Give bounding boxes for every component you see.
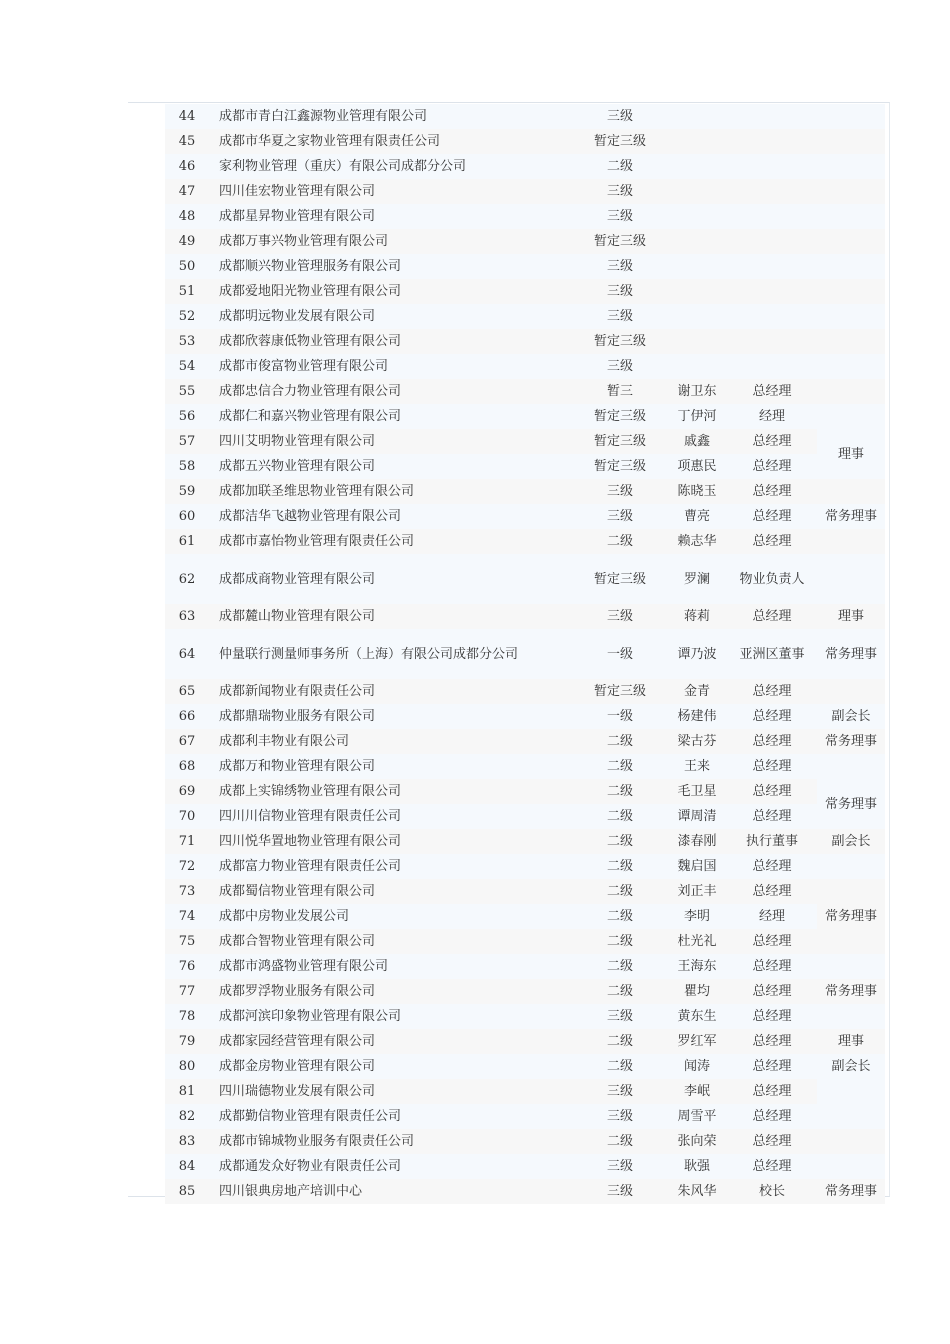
table-row <box>165 854 885 879</box>
table-row <box>165 879 885 904</box>
row-number: 69 <box>165 779 209 804</box>
row-number: 52 <box>165 304 209 329</box>
contact-person: 王海东 <box>667 954 727 979</box>
row-number: 51 <box>165 279 209 304</box>
association-position <box>817 229 885 254</box>
member-table-body <box>165 104 885 1204</box>
qualification-level: 暂三 <box>573 379 667 404</box>
row-number: 82 <box>165 1104 209 1129</box>
table-row <box>165 129 885 154</box>
contact-person: 毛卫星 <box>667 779 727 804</box>
job-title: 总经理 <box>727 1129 817 1154</box>
job-title: 总经理 <box>727 504 817 529</box>
company-name: 成都利丰物业有限公司 <box>209 729 573 754</box>
contact-person <box>667 229 727 254</box>
job-title: 总经理 <box>727 529 817 554</box>
association-position: 常务理事 <box>817 1179 885 1204</box>
company-name: 成都河滨印象物业管理有限公司 <box>209 1004 573 1029</box>
row-number: 66 <box>165 704 209 729</box>
row-number: 47 <box>165 179 209 204</box>
job-title: 总经理 <box>727 1079 817 1104</box>
company-name: 成都勤信物业管理有限责任公司 <box>209 1104 573 1129</box>
table-row <box>165 629 885 679</box>
table-row <box>165 904 885 929</box>
association-position: 常务理事 <box>817 629 885 679</box>
table-row <box>165 679 885 704</box>
qualification-level: 暂定三级 <box>573 129 667 154</box>
qualification-level: 二级 <box>573 879 667 904</box>
contact-person: 蒋莉 <box>667 604 727 629</box>
qualification-level: 三级 <box>573 504 667 529</box>
table-row <box>165 779 885 804</box>
row-number: 49 <box>165 229 209 254</box>
row-number: 68 <box>165 754 209 779</box>
table-row <box>165 104 885 129</box>
table-row <box>165 379 885 404</box>
row-number: 48 <box>165 204 209 229</box>
qualification-level: 二级 <box>573 1029 667 1054</box>
company-name: 成都洁华飞越物业管理有限公司 <box>209 504 573 529</box>
company-name: 成都加联圣维思物业管理有限公司 <box>209 479 573 504</box>
company-name: 成都五兴物业管理有限公司 <box>209 454 573 479</box>
qualification-level: 三级 <box>573 604 667 629</box>
qualification-level: 二级 <box>573 1129 667 1154</box>
row-number: 85 <box>165 1179 209 1204</box>
qualification-level: 三级 <box>573 1154 667 1179</box>
contact-person: 杜光礼 <box>667 929 727 954</box>
association-position: 理事 <box>817 604 885 629</box>
association-position <box>817 404 885 429</box>
qualification-level: 三级 <box>573 479 667 504</box>
association-position: 副会长 <box>817 704 885 729</box>
contact-person <box>667 129 727 154</box>
contact-person <box>667 254 727 279</box>
row-number: 79 <box>165 1029 209 1054</box>
job-title: 总经理 <box>727 854 817 879</box>
association-position <box>817 154 885 179</box>
table-row <box>165 504 885 529</box>
company-name: 成都家园经营管理有限公司 <box>209 1029 573 1054</box>
qualification-level: 暂定三级 <box>573 229 667 254</box>
table-row <box>165 404 885 429</box>
company-name: 成都合智物业管理有限公司 <box>209 929 573 954</box>
company-name: 成都仁和嘉兴物业管理有限公司 <box>209 404 573 429</box>
company-name: 成都金房物业管理有限公司 <box>209 1054 573 1079</box>
row-number: 81 <box>165 1079 209 1104</box>
row-number: 74 <box>165 904 209 929</box>
table-row <box>165 529 885 554</box>
row-number: 76 <box>165 954 209 979</box>
table-row <box>165 204 885 229</box>
table-row <box>165 754 885 779</box>
table-row <box>165 1104 885 1129</box>
contact-person: 丁伊河 <box>667 404 727 429</box>
job-title: 总经理 <box>727 704 817 729</box>
association-position <box>817 129 885 154</box>
contact-person <box>667 279 727 304</box>
contact-person: 曹亮 <box>667 504 727 529</box>
row-number: 56 <box>165 404 209 429</box>
contact-person <box>667 354 727 379</box>
association-position <box>817 104 885 129</box>
company-name: 成都市俊富物业管理有限公司 <box>209 354 573 379</box>
company-name: 四川艾明物业管理有限公司 <box>209 429 573 454</box>
association-position: 副会长 <box>817 1054 885 1079</box>
qualification-level: 二级 <box>573 154 667 179</box>
row-number: 78 <box>165 1004 209 1029</box>
table-row <box>165 729 885 754</box>
row-number: 84 <box>165 1154 209 1179</box>
row-number: 80 <box>165 1054 209 1079</box>
row-number: 75 <box>165 929 209 954</box>
table-row <box>165 304 885 329</box>
contact-person <box>667 154 727 179</box>
qualification-level: 二级 <box>573 979 667 1004</box>
job-title: 总经理 <box>727 1054 817 1079</box>
row-number: 57 <box>165 429 209 454</box>
association-position <box>817 279 885 304</box>
table-row <box>165 279 885 304</box>
qualification-level: 三级 <box>573 204 667 229</box>
job-title <box>727 104 817 129</box>
contact-person: 漆春刚 <box>667 829 727 854</box>
contact-person: 周雪平 <box>667 1104 727 1129</box>
association-position <box>817 254 885 279</box>
contact-person: 张向荣 <box>667 1129 727 1154</box>
table-row <box>165 229 885 254</box>
qualification-level: 三级 <box>573 179 667 204</box>
row-number: 73 <box>165 879 209 904</box>
contact-person: 耿强 <box>667 1154 727 1179</box>
qualification-level: 二级 <box>573 904 667 929</box>
qualification-level: 二级 <box>573 854 667 879</box>
association-position: 理事 <box>817 429 885 479</box>
row-number: 59 <box>165 479 209 504</box>
contact-person: 魏启国 <box>667 854 727 879</box>
qualification-level: 暂定三级 <box>573 454 667 479</box>
company-name: 四川悦华置地物业管理有限公司 <box>209 829 573 854</box>
qualification-level: 暂定三级 <box>573 404 667 429</box>
qualification-level: 三级 <box>573 1179 667 1204</box>
company-name: 成都市华夏之家物业管理有限责任公司 <box>209 129 573 154</box>
table-row <box>165 954 885 979</box>
qualification-level: 二级 <box>573 754 667 779</box>
association-position: 常务理事 <box>817 779 885 829</box>
table-row <box>165 479 885 504</box>
contact-person: 罗红军 <box>667 1029 727 1054</box>
job-title: 亚洲区董事 <box>727 629 817 679</box>
association-position <box>817 1129 885 1154</box>
qualification-level: 二级 <box>573 929 667 954</box>
company-name: 成都上实锦绣物业管理有限公司 <box>209 779 573 804</box>
job-title <box>727 129 817 154</box>
association-position <box>817 854 885 879</box>
row-number: 61 <box>165 529 209 554</box>
job-title: 物业负责人 <box>727 554 817 604</box>
qualification-level: 三级 <box>573 104 667 129</box>
row-number: 62 <box>165 554 209 604</box>
table-row <box>165 804 885 829</box>
table-row <box>165 1054 885 1079</box>
contact-person <box>667 204 727 229</box>
qualification-level: 二级 <box>573 529 667 554</box>
job-title <box>727 204 817 229</box>
job-title: 总经理 <box>727 879 817 904</box>
contact-person <box>667 179 727 204</box>
member-table <box>165 104 885 1204</box>
company-name: 成都富力物业管理有限责任公司 <box>209 854 573 879</box>
company-name: 家利物业管理（重庆）有限公司成都分公司 <box>209 154 573 179</box>
company-name: 仲量联行测量师事务所（上海）有限公司成都分公司 <box>209 629 573 679</box>
qualification-level: 三级 <box>573 254 667 279</box>
company-name: 成都罗浮物业服务有限公司 <box>209 979 573 1004</box>
job-title <box>727 304 817 329</box>
job-title: 执行董事 <box>727 829 817 854</box>
association-position <box>817 379 885 404</box>
company-name: 四川川信物业管理有限责任公司 <box>209 804 573 829</box>
contact-person: 李岷 <box>667 1079 727 1104</box>
job-title: 总经理 <box>727 479 817 504</box>
table-row <box>165 454 885 479</box>
qualification-level: 暂定三级 <box>573 429 667 454</box>
job-title: 总经理 <box>727 954 817 979</box>
company-name: 成都市青白江鑫源物业管理有限公司 <box>209 104 573 129</box>
qualification-level: 二级 <box>573 829 667 854</box>
table-row <box>165 1179 885 1204</box>
contact-person: 罗澜 <box>667 554 727 604</box>
company-name: 成都蜀信物业管理有限公司 <box>209 879 573 904</box>
job-title: 经理 <box>727 904 817 929</box>
row-number: 54 <box>165 354 209 379</box>
job-title: 总经理 <box>727 979 817 1004</box>
association-position <box>817 754 885 779</box>
row-number: 63 <box>165 604 209 629</box>
job-title <box>727 179 817 204</box>
job-title: 总经理 <box>727 1029 817 1054</box>
job-title: 总经理 <box>727 679 817 704</box>
qualification-level: 暂定三级 <box>573 554 667 604</box>
contact-person: 黄东生 <box>667 1004 727 1029</box>
job-title: 总经理 <box>727 379 817 404</box>
table-row <box>165 929 885 954</box>
association-position: 常务理事 <box>817 729 885 754</box>
table-row <box>165 154 885 179</box>
qualification-level: 二级 <box>573 1054 667 1079</box>
company-name: 成都市锦城物业服务有限责任公司 <box>209 1129 573 1154</box>
job-title: 总经理 <box>727 754 817 779</box>
company-name: 成都中房物业发展公司 <box>209 904 573 929</box>
contact-person: 陈晓玉 <box>667 479 727 504</box>
company-name: 成都新闻物业有限责任公司 <box>209 679 573 704</box>
table-row <box>165 1079 885 1104</box>
association-position <box>817 329 885 354</box>
row-number: 72 <box>165 854 209 879</box>
contact-person <box>667 329 727 354</box>
contact-person: 戚鑫 <box>667 429 727 454</box>
qualification-level: 暂定三级 <box>573 329 667 354</box>
row-number: 67 <box>165 729 209 754</box>
table-row <box>165 254 885 279</box>
row-number: 58 <box>165 454 209 479</box>
association-position <box>817 1004 885 1029</box>
table-row <box>165 329 885 354</box>
qualification-level: 三级 <box>573 1004 667 1029</box>
row-number: 70 <box>165 804 209 829</box>
association-position: 副会长 <box>817 829 885 854</box>
association-position <box>817 479 885 504</box>
job-title <box>727 254 817 279</box>
job-title: 总经理 <box>727 729 817 754</box>
row-number: 65 <box>165 679 209 704</box>
qualification-level: 一级 <box>573 704 667 729</box>
company-name: 成都爱地阳光物业管理有限公司 <box>209 279 573 304</box>
job-title <box>727 229 817 254</box>
job-title: 总经理 <box>727 929 817 954</box>
company-name: 成都忠信合力物业管理有限公司 <box>209 379 573 404</box>
association-position <box>817 204 885 229</box>
job-title: 总经理 <box>727 804 817 829</box>
contact-person: 梁古芬 <box>667 729 727 754</box>
table-row <box>165 354 885 379</box>
association-position <box>817 1154 885 1179</box>
company-name: 四川佳宏物业管理有限公司 <box>209 179 573 204</box>
table-row <box>165 1029 885 1054</box>
association-position: 常务理事 <box>817 504 885 529</box>
job-title: 总经理 <box>727 1004 817 1029</box>
job-title: 总经理 <box>727 1104 817 1129</box>
table-row <box>165 429 885 454</box>
association-position: 常务理事 <box>817 979 885 1004</box>
table-row <box>165 554 885 604</box>
table-row <box>165 1129 885 1154</box>
row-number: 44 <box>165 104 209 129</box>
contact-person: 朱风华 <box>667 1179 727 1204</box>
job-title: 总经理 <box>727 429 817 454</box>
table-row <box>165 1154 885 1179</box>
table-row <box>165 179 885 204</box>
qualification-level: 暂定三级 <box>573 679 667 704</box>
row-number: 53 <box>165 329 209 354</box>
row-number: 46 <box>165 154 209 179</box>
table-row <box>165 1004 885 1029</box>
company-name: 成都通发众好物业有限责任公司 <box>209 1154 573 1179</box>
company-name: 成都欣蓉康低物业管理有限公司 <box>209 329 573 354</box>
qualification-level: 二级 <box>573 729 667 754</box>
qualification-level: 二级 <box>573 779 667 804</box>
row-number: 71 <box>165 829 209 854</box>
association-position <box>817 679 885 704</box>
company-name: 四川瑞德物业发展有限公司 <box>209 1079 573 1104</box>
contact-person: 谭周清 <box>667 804 727 829</box>
contact-person: 瞿均 <box>667 979 727 1004</box>
qualification-level: 二级 <box>573 804 667 829</box>
association-position <box>817 954 885 979</box>
contact-person: 李明 <box>667 904 727 929</box>
row-number: 60 <box>165 504 209 529</box>
row-number: 45 <box>165 129 209 154</box>
table-row <box>165 829 885 854</box>
contact-person: 谢卫东 <box>667 379 727 404</box>
contact-person <box>667 304 727 329</box>
contact-person: 刘正丰 <box>667 879 727 904</box>
job-title: 总经理 <box>727 1154 817 1179</box>
association-position: 理事 <box>817 1029 885 1054</box>
qualification-level: 三级 <box>573 1104 667 1129</box>
job-title <box>727 329 817 354</box>
company-name: 成都顺兴物业管理服务有限公司 <box>209 254 573 279</box>
table-row <box>165 704 885 729</box>
job-title: 总经理 <box>727 779 817 804</box>
row-number: 55 <box>165 379 209 404</box>
contact-person: 闻涛 <box>667 1054 727 1079</box>
association-position <box>817 304 885 329</box>
association-position <box>817 1079 885 1129</box>
job-title: 总经理 <box>727 604 817 629</box>
association-position: 常务理事 <box>817 879 885 954</box>
qualification-level: 三级 <box>573 1079 667 1104</box>
job-title: 经理 <box>727 404 817 429</box>
job-title: 总经理 <box>727 454 817 479</box>
company-name: 成都星昇物业管理有限公司 <box>209 204 573 229</box>
job-title <box>727 154 817 179</box>
row-number: 50 <box>165 254 209 279</box>
job-title: 校长 <box>727 1179 817 1204</box>
qualification-level: 三级 <box>573 354 667 379</box>
qualification-level: 二级 <box>573 954 667 979</box>
company-name: 成都万和物业管理有限公司 <box>209 754 573 779</box>
table-row <box>165 979 885 1004</box>
job-title <box>727 354 817 379</box>
row-number: 64 <box>165 629 209 679</box>
company-name: 成都市鸿盛物业管理有限公司 <box>209 954 573 979</box>
company-name: 成都万事兴物业管理有限公司 <box>209 229 573 254</box>
association-position <box>817 354 885 379</box>
qualification-level: 一级 <box>573 629 667 679</box>
company-name: 成都明远物业发展有限公司 <box>209 304 573 329</box>
contact-person: 谭乃波 <box>667 629 727 679</box>
row-number: 83 <box>165 1129 209 1154</box>
association-position <box>817 179 885 204</box>
association-position <box>817 529 885 554</box>
job-title <box>727 279 817 304</box>
qualification-level: 三级 <box>573 279 667 304</box>
contact-person <box>667 104 727 129</box>
association-position <box>817 554 885 604</box>
company-name: 四川银典房地产培训中心 <box>209 1179 573 1204</box>
contact-person: 王来 <box>667 754 727 779</box>
company-name: 成都麓山物业管理有限公司 <box>209 604 573 629</box>
contact-person: 赖志华 <box>667 529 727 554</box>
contact-person: 项惠民 <box>667 454 727 479</box>
contact-person: 金青 <box>667 679 727 704</box>
company-name: 成都成商物业管理有限公司 <box>209 554 573 604</box>
company-name: 成都市嘉怡物业管理有限责任公司 <box>209 529 573 554</box>
contact-person: 杨建伟 <box>667 704 727 729</box>
company-name: 成都鼎瑞物业服务有限公司 <box>209 704 573 729</box>
row-number: 77 <box>165 979 209 1004</box>
table-row <box>165 604 885 629</box>
qualification-level: 三级 <box>573 304 667 329</box>
